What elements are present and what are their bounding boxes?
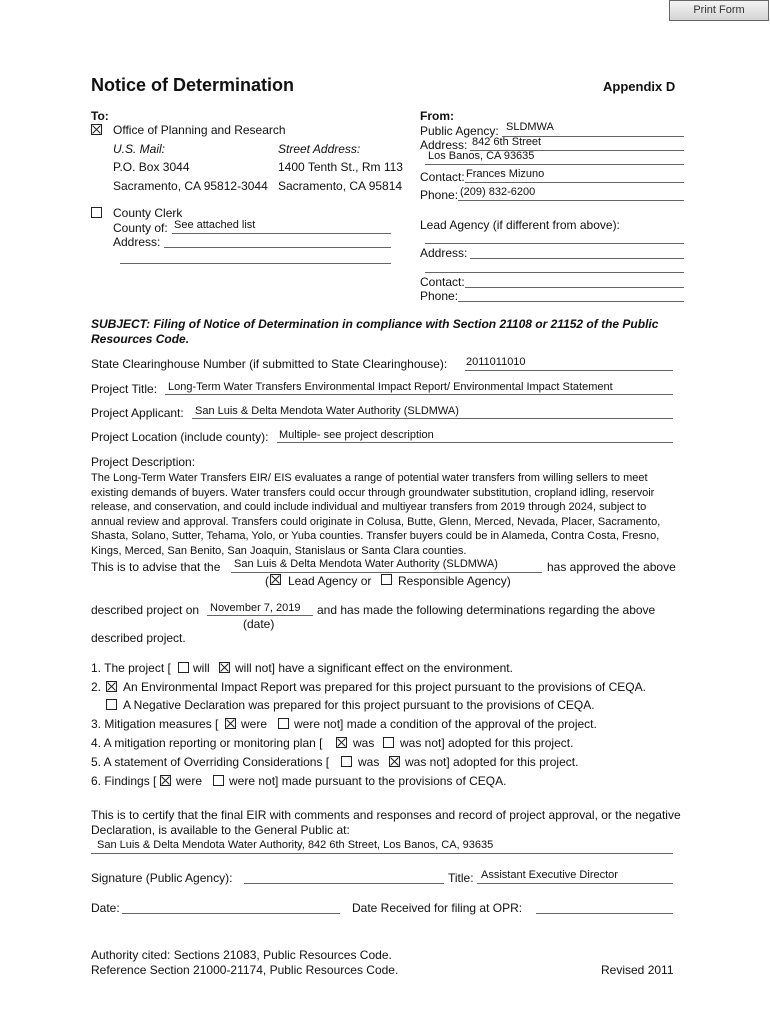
described-suffix: and has made the following determinations regarding the above xyxy=(317,603,656,617)
approval-date-field[interactable]: November 7, 2019 xyxy=(210,602,301,614)
det-4-was-not-checkbox[interactable] xyxy=(383,737,394,748)
mail-city: Sacramento, CA 95812-3044 xyxy=(113,179,268,193)
lead-address-line[interactable] xyxy=(470,258,684,259)
det-2-neg-dec-checkbox[interactable] xyxy=(106,699,117,710)
det-1-will-not-checkbox[interactable] xyxy=(219,662,230,673)
lead-agency-line[interactable] xyxy=(425,243,684,244)
date-label: Date: xyxy=(91,901,120,915)
described-end: described project. xyxy=(91,631,186,645)
lead-agency-label: Lead Agency (if different from above): xyxy=(420,218,620,232)
advise-prefix: This is to advise that the xyxy=(91,560,221,574)
det-6-prefix: 6. Findings [ xyxy=(91,774,157,788)
from-address-field[interactable]: 842 6th Street xyxy=(472,136,542,148)
from-phone-field[interactable]: (209) 832-6200 xyxy=(460,186,536,198)
det-3-were-checkbox[interactable] xyxy=(225,718,236,729)
project-location-label: Project Location (include county): xyxy=(91,430,269,444)
subject-line-1: SUBJECT: Filing of Notice of Determination in compliance with Section 21108 or 21152 of the Public xyxy=(91,317,659,331)
responsible-agency-checkbox[interactable] xyxy=(381,574,392,585)
public-agency-label: Public Agency: xyxy=(420,124,499,138)
lead-address-line-2[interactable] xyxy=(425,272,684,273)
reference-section: Reference Section 21000-21174, Public Resources Code. xyxy=(91,963,399,977)
date-line[interactable] xyxy=(122,913,340,914)
appendix-label: Appendix D xyxy=(603,79,676,94)
project-location-line xyxy=(277,442,673,443)
det-3-were-not-checkbox[interactable] xyxy=(278,718,289,729)
from-contact-line xyxy=(465,182,684,183)
title-label: Title: xyxy=(448,871,474,885)
us-mail-label: U.S. Mail: xyxy=(113,142,166,156)
county-clerk-checkbox[interactable] xyxy=(91,207,102,218)
det-4-was-label: was xyxy=(353,736,375,750)
sch-line xyxy=(465,370,673,371)
opr-checkbox[interactable] xyxy=(91,124,102,135)
project-applicant-line xyxy=(192,418,673,419)
det-4-prefix: 4. A mitigation reporting or monitoring plan [ xyxy=(91,736,323,750)
project-description-label: Project Description: xyxy=(91,455,196,469)
det-6-were-checkbox[interactable] xyxy=(160,775,171,786)
described-prefix: described project on xyxy=(91,603,200,617)
street-city: Sacramento, CA 95814 xyxy=(278,179,403,193)
advise-agency-field[interactable]: San Luis & Delta Mendota Water Authority (SLDMWA) xyxy=(234,558,498,570)
det-1-will-label: will xyxy=(193,661,210,675)
advise-suffix: has approved the above xyxy=(547,560,676,574)
det-4-was-not-label: was not] adopted for this project. xyxy=(400,736,574,750)
from-label: From: xyxy=(420,109,454,123)
authority-cited: Authority cited: Sections 21083, Public Resources Code. xyxy=(91,948,392,962)
print-form-button[interactable]: Print Form xyxy=(669,0,769,21)
det-1-prefix: 1. The project [ xyxy=(91,661,171,675)
lead-contact-line[interactable] xyxy=(465,287,684,288)
opr-received-label: Date Received for filing at OPR: xyxy=(352,901,523,915)
project-applicant-label: Project Applicant: xyxy=(91,406,184,420)
from-address-field-2[interactable]: Los Banos, CA 93635 xyxy=(428,150,535,162)
signature-line[interactable] xyxy=(244,883,444,884)
opr-received-line[interactable] xyxy=(536,913,673,914)
lead-phone-label: Phone: xyxy=(420,289,459,303)
public-agency-field[interactable]: SLDMWA xyxy=(506,121,554,133)
det-3-were-not-label: were not] made a condition of the approval of the project. xyxy=(294,717,597,731)
county-address-label: Address: xyxy=(113,235,161,249)
det-5-was-label: was xyxy=(358,755,380,769)
from-contact-field[interactable]: Frances Mizuno xyxy=(466,168,545,180)
sch-field[interactable]: 2011011010 xyxy=(466,356,526,368)
project-title-label: Project Title: xyxy=(91,382,158,396)
det-1-will-not-label: will not] have a significant effect on the environment. xyxy=(235,661,513,675)
county-of-line xyxy=(172,233,391,234)
det-3-prefix: 3. Mitigation measures [ xyxy=(91,717,219,731)
street-address-label: Street Address: xyxy=(278,142,361,156)
from-phone-label: Phone: xyxy=(420,188,459,202)
project-applicant-field[interactable]: San Luis & Delta Mendota Water Authority (SLDMWA) xyxy=(195,405,459,417)
from-phone-line xyxy=(458,200,684,201)
certify-location-field[interactable]: San Luis & Delta Mendota Water Authority, 842 6th Street, Los Banos, CA, 93635 xyxy=(97,839,494,851)
certify-text: This is to certify that the final EIR with comments and responses and record of project approval, or the negative Declaration, is available to the General Public at: xyxy=(91,808,681,837)
det-5-was-checkbox[interactable] xyxy=(341,756,352,767)
det-4-was-checkbox[interactable] xyxy=(336,737,347,748)
sch-label: State Clearinghouse Number (if submitted to State Clearinghouse): xyxy=(91,357,448,371)
project-location-field[interactable]: Multiple- see project description xyxy=(279,429,434,441)
po-box: P.O. Box 3044 xyxy=(113,160,190,174)
from-address-label: Address: xyxy=(420,138,468,152)
title-line xyxy=(477,883,673,884)
document-title: Notice of Determination xyxy=(91,75,295,95)
det-6-were-not-label: were not] made pursuant to the provisions of CEQA. xyxy=(229,774,507,788)
certify-location-line xyxy=(91,853,673,854)
project-title-line xyxy=(165,394,673,395)
det-1-will-checkbox[interactable] xyxy=(178,662,189,673)
det-3-were-label: were xyxy=(241,717,268,731)
det-6-were-label: were xyxy=(176,774,203,788)
approval-date-line xyxy=(207,615,313,616)
street-address: 1400 Tenth St., Rm 113 xyxy=(278,160,403,174)
subject-line-2: Resources Code. xyxy=(91,332,190,346)
title-field[interactable]: Assistant Executive Director xyxy=(481,869,618,881)
project-description-text[interactable]: The Long-Term Water Transfers EIR/ EIS evaluates a range of potential water transfers from willing sellers to meet existing demands of buyers. Water transfers could occur through groundwater substitution, cropland idling, reservoir release, and conservation, and could include individual and multiyear transfers from 2019 through 2024, subject to annual review and approval. Transfers could originate in Colusa, Butte, Glenn, Merced, Nevada, Placer, Sacramento, Shasta, Solano, Sutter, Tehama, Yolo, or Yuba counties. Transfer buyers could be in Alameda, Contra Costa, Fresno, Kings, Merced, San Benito, San Joaquin, Stanislaus or Santa Clara counties. xyxy=(91,472,661,557)
lead-contact-label: Contact: xyxy=(420,275,465,289)
county-address-line-2[interactable] xyxy=(120,263,391,264)
county-of-field[interactable]: See attached list xyxy=(174,219,256,231)
open-paren: ( xyxy=(265,574,269,588)
det-5-prefix: 5. A statement of Overriding Considerations [ xyxy=(91,755,330,769)
det-2-eir-label: An Environmental Impact Report was prepared for this project pursuant to the provisions of CEQA. xyxy=(123,680,646,694)
county-address-line[interactable] xyxy=(164,247,391,248)
responsible-agency-option-label: Responsible Agency) xyxy=(398,574,511,588)
det-6-were-not-checkbox[interactable] xyxy=(213,775,224,786)
det-2-prefix: 2. xyxy=(91,680,102,694)
det-2-eir-checkbox[interactable] xyxy=(106,681,117,692)
date-caption: (date) xyxy=(243,617,275,631)
project-title-field[interactable]: Long-Term Water Transfers Environmental Impact Report/ Environmental Impact Statement xyxy=(168,381,613,393)
revised-label: Revised 2011 xyxy=(601,963,674,977)
det-5-was-not-checkbox[interactable] xyxy=(389,756,400,767)
county-of-label: County of: xyxy=(113,221,168,235)
from-address-line-2 xyxy=(425,164,684,165)
county-clerk-label: County Clerk xyxy=(113,206,183,220)
lead-address-label: Address: xyxy=(420,246,468,260)
lead-agency-checkbox[interactable] xyxy=(270,574,281,585)
det-5-was-not-label: was not] adopted for this project. xyxy=(405,755,579,769)
lead-agency-option-label: Lead Agency or xyxy=(288,574,372,588)
advise-agency-line xyxy=(231,572,542,573)
from-contact-label: Contact: xyxy=(420,170,465,184)
det-2-neg-dec-label: A Negative Declaration was prepared for this project pursuant to the provisions of CEQA. xyxy=(123,698,595,712)
to-label: To: xyxy=(91,109,109,123)
opr-label: Office of Planning and Research xyxy=(113,123,286,137)
lead-phone-line[interactable] xyxy=(458,301,684,302)
signature-label: Signature (Public Agency): xyxy=(91,871,233,885)
